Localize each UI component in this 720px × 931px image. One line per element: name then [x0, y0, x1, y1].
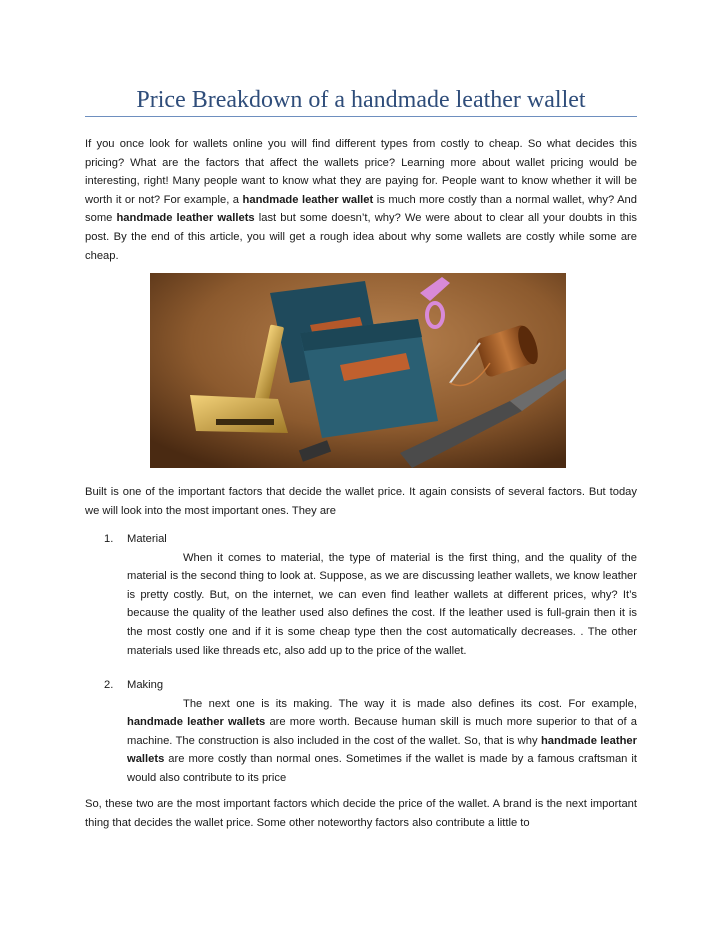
closing-paragraph: So, these two are the most important factors which decide the price of the wallet. A brand is the next important thing that decides the wallet price. Some other noteworthy factors also contribute a little to [85, 798, 637, 829]
page-title: Price Breakdown of a handmade leather wallet [136, 87, 586, 113]
intro-bold-1: handmade leather wallet [242, 193, 374, 206]
wallet-photo-illustration [150, 273, 566, 468]
making-text-1: The next one is its making. The way it is made also defines its cost. For example, [183, 697, 637, 710]
built-paragraph: Built is one of the important factors that decide the wallet price. It again consists of several factors. But today we will look into the most important ones. They are [85, 486, 637, 517]
list-body [127, 695, 637, 788]
wallet-photo [150, 273, 566, 468]
intro-text-3: last but some doesn’t, why? We were about to clear all your doubts in this post. By the end of this article, you will get a rough idea about why some wallets are costly while some are cheap. [85, 212, 637, 262]
intro-paragraph [85, 135, 637, 265]
intro-bold-2: handmade leather wallets [116, 212, 255, 225]
intro-text-1: If you once look for wallets online you will find different types from costly to cheap. So what decides this pricing? What are the factors that affect the wallets price? Learning more about wallet pricing would be interesting, right! Many people want to know what they are paying for. People want to know whether it will be worth it or not? For example, a [85, 138, 637, 206]
making-text-2: are more worth. Because human skill is much more superior to that of a machine. The construction is also included in the cost of the wallet. So, that is why [127, 716, 637, 747]
list-number: 1. [104, 533, 114, 545]
list-body: When it comes to material, the type of material is the first thing, and the quality of the material is the second thing to look at. Suppose, as we are discussing leather wallets, we know leather is pretty costly. But, on the internet, we can even find leather wallets at different prices, why? It’s because the quality of the leather used also defines the cost. If the leather used is full-grain then it is the most costly one and if it is some cheap type then the cost automatically decreases. . The other materials used like threads etc, also add up to the price of the wallet. [127, 551, 637, 657]
title-underline [85, 116, 637, 117]
intro-text-2: is much more costly than a normal wallet, why? And some [85, 193, 638, 225]
making-text-3: are more costly than normal ones. Sometimes if the wallet is made by a famous craftsman it would also contribute to its price [127, 753, 637, 784]
making-bold-1: handmade leather wallets [127, 716, 266, 729]
making-bold-2: handmade leather wallets [127, 734, 637, 766]
list-heading: Making [127, 679, 164, 691]
list-number: 2. [104, 679, 114, 691]
list-heading: Material [127, 533, 167, 545]
